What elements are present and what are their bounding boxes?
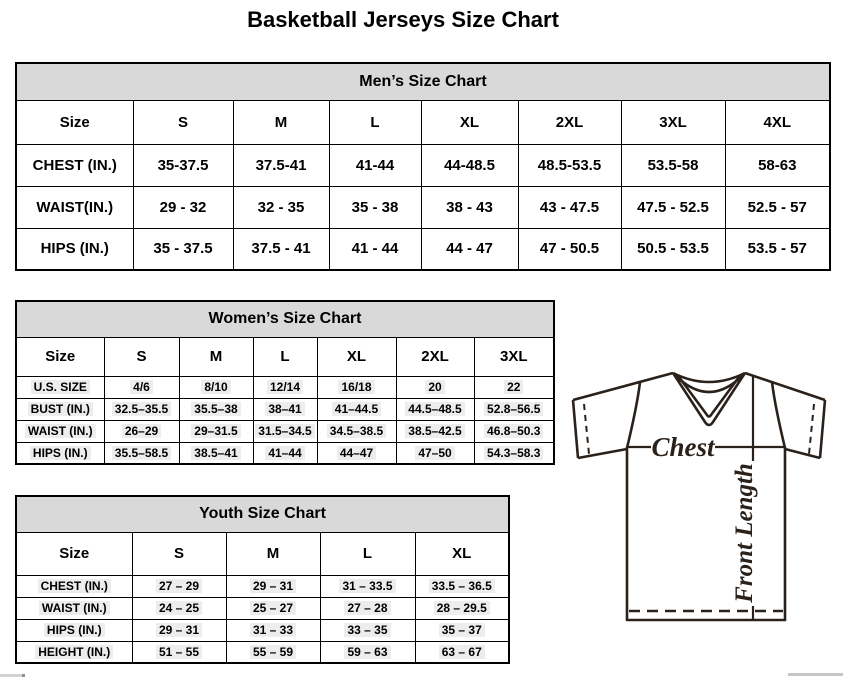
womens-value-cell: 41–44.5 (317, 398, 396, 420)
youth-value-cell: 55 – 59 (226, 641, 320, 663)
womens-value-cell: 34.5–38.5 (317, 420, 396, 442)
youth-value-cell: 31 – 33.5 (320, 575, 415, 597)
chest-label: Chest (651, 432, 715, 462)
left-cuff-dashed-line (584, 404, 589, 454)
womens-value-cell: 44–47 (317, 442, 396, 464)
womens-value-cell: 29–31.5 (179, 420, 253, 442)
womens-value-cell: 38–41 (253, 398, 317, 420)
mens-value-cell: 48.5-53.5 (518, 144, 621, 186)
youth-table-row (16, 575, 509, 597)
womens-size-table (15, 300, 555, 465)
womens-value-cell: 47–50 (396, 442, 474, 464)
mens-table-row (16, 186, 830, 228)
youth-value-cell: 29 – 31 (226, 575, 320, 597)
womens-column-header: Size (16, 337, 104, 376)
youth-size-table (15, 495, 510, 664)
womens-value-cell: 12/14 (253, 376, 317, 398)
youth-row-label: WAIST (IN.) (16, 597, 132, 619)
womens-column-header: M (179, 337, 253, 376)
womens-row-label: BUST (IN.) (16, 398, 104, 420)
mens-value-cell: 35-37.5 (133, 144, 233, 186)
youth-row-label: CHEST (IN.) (16, 575, 132, 597)
jersey-measurement-diagram (563, 361, 835, 625)
mens-value-cell: 53.5-58 (621, 144, 725, 186)
mens-value-cell: 29 - 32 (133, 186, 233, 228)
mens-value-cell: 50.5 - 53.5 (621, 228, 725, 270)
womens-value-cell: 44.5–48.5 (396, 398, 474, 420)
mens-value-cell: 52.5 - 57 (725, 186, 830, 228)
youth-table-row (16, 641, 509, 663)
mens-value-cell: 37.5-41 (233, 144, 329, 186)
womens-value-cell: 35.5–58.5 (104, 442, 179, 464)
womens-value-cell: 20 (396, 376, 474, 398)
womens-value-cell: 35.5–38 (179, 398, 253, 420)
mens-value-cell: 32 - 35 (233, 186, 329, 228)
front-length-label: Front Length (731, 463, 758, 603)
mens-table-row (16, 228, 830, 270)
youth-value-cell: 51 – 55 (132, 641, 226, 663)
mens-column-header: 4XL (725, 100, 830, 144)
womens-value-cell: 46.8–50.3 (474, 420, 554, 442)
mens-value-cell: 43 - 47.5 (518, 186, 621, 228)
youth-value-cell: 29 – 31 (132, 619, 226, 641)
mens-value-cell: 37.5 - 41 (233, 228, 329, 270)
womens-column-header: 2XL (396, 337, 474, 376)
womens-row-label: HIPS (IN.) (16, 442, 104, 464)
youth-value-cell: 33.5 – 36.5 (415, 575, 509, 597)
womens-column-header: XL (317, 337, 396, 376)
mens-row-label: CHEST (IN.) (16, 144, 133, 186)
mens-value-cell: 35 - 38 (329, 186, 421, 228)
womens-value-cell: 38.5–41 (179, 442, 253, 464)
youth-value-cell: 33 – 35 (320, 619, 415, 641)
mens-value-cell: 38 - 43 (421, 186, 518, 228)
youth-column-header: M (226, 532, 320, 575)
youth-column-header: XL (415, 532, 509, 575)
womens-value-cell: 22 (474, 376, 554, 398)
jersey-outline (573, 373, 825, 620)
youth-header-row (16, 532, 509, 575)
womens-column-header: L (253, 337, 317, 376)
mens-caption: Men’s Size Chart (16, 63, 830, 100)
mens-table-row (16, 144, 830, 186)
youth-value-cell: 63 – 67 (415, 641, 509, 663)
youth-value-cell: 31 – 33 (226, 619, 320, 641)
mens-value-cell: 41 - 44 (329, 228, 421, 270)
youth-value-cell: 28 – 29.5 (415, 597, 509, 619)
womens-value-cell: 52.8–56.5 (474, 398, 554, 420)
youth-row-label: HEIGHT (IN.) (16, 641, 132, 663)
womens-value-cell: 16/18 (317, 376, 396, 398)
mens-column-header: Size (16, 100, 133, 144)
mens-column-header: L (329, 100, 421, 144)
mens-value-cell: 53.5 - 57 (725, 228, 830, 270)
youth-value-cell: 24 – 25 (132, 597, 226, 619)
womens-table-row (16, 376, 554, 398)
page-title: Basketball Jerseys Size Chart (247, 7, 559, 32)
womens-value-cell: 32.5–35.5 (104, 398, 179, 420)
youth-table-row (16, 597, 509, 619)
youth-value-cell: 59 – 63 (320, 641, 415, 663)
womens-value-cell: 54.3–58.3 (474, 442, 554, 464)
womens-header-row (16, 337, 554, 376)
womens-table-row (16, 420, 554, 442)
womens-value-cell: 4/6 (104, 376, 179, 398)
womens-caption: Women’s Size Chart (16, 301, 554, 337)
mens-value-cell: 58-63 (725, 144, 830, 186)
scrollbar-fragment-left[interactable] (0, 674, 25, 677)
womens-row-label: U.S. SIZE (16, 376, 104, 398)
mens-column-header: S (133, 100, 233, 144)
youth-column-header: Size (16, 532, 132, 575)
womens-column-header: S (104, 337, 179, 376)
right-cuff-dashed-line (809, 404, 814, 454)
youth-value-cell: 35 – 37 (415, 619, 509, 641)
youth-column-header: S (132, 532, 226, 575)
mens-column-header: M (233, 100, 329, 144)
youth-caption: Youth Size Chart (16, 496, 509, 532)
youth-value-cell: 27 – 28 (320, 597, 415, 619)
womens-value-cell: 38.5–42.5 (396, 420, 474, 442)
mens-value-cell: 47 - 50.5 (518, 228, 621, 270)
mens-column-header: 3XL (621, 100, 725, 144)
womens-table-row (16, 442, 554, 464)
scrollbar-fragment-right[interactable] (788, 673, 843, 676)
mens-value-cell: 35 - 37.5 (133, 228, 233, 270)
womens-column-header: 3XL (474, 337, 554, 376)
youth-column-header: L (320, 532, 415, 575)
mens-value-cell: 47.5 - 52.5 (621, 186, 725, 228)
mens-row-label: WAIST(IN.) (16, 186, 133, 228)
mens-value-cell: 41-44 (329, 144, 421, 186)
womens-table-row (16, 398, 554, 420)
womens-value-cell: 41–44 (253, 442, 317, 464)
mens-header-row (16, 100, 830, 144)
mens-column-header: XL (421, 100, 518, 144)
youth-table-row (16, 619, 509, 641)
youth-row-label: HIPS (IN.) (16, 619, 132, 641)
womens-row-label: WAIST (IN.) (16, 420, 104, 442)
mens-column-header: 2XL (518, 100, 621, 144)
womens-value-cell: 8/10 (179, 376, 253, 398)
youth-value-cell: 25 – 27 (226, 597, 320, 619)
mens-size-table (15, 62, 831, 271)
mens-row-label: HIPS (IN.) (16, 228, 133, 270)
womens-value-cell: 26–29 (104, 420, 179, 442)
womens-value-cell: 31.5–34.5 (253, 420, 317, 442)
mens-value-cell: 44-48.5 (421, 144, 518, 186)
mens-value-cell: 44 - 47 (421, 228, 518, 270)
youth-value-cell: 27 – 29 (132, 575, 226, 597)
